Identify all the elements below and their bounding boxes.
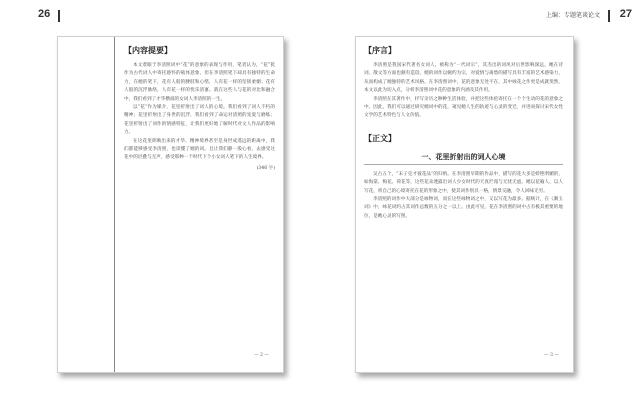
right-corner-bar [608, 10, 610, 22]
preface-heading: 【序言】 [364, 45, 396, 55]
abstract-paragraph: 以“花”作为媒介，花里折射出了词人的心境。我们看到了词人不朽的精神；花里折射出了身世的沉浮，我们看到了命运对清照的宠爱与磨练；花里折射出了词作的情感特征，让我们更好地了解时代对文人作品的影响力。 [124, 105, 275, 136]
abstract-paragraph: 在这花里朗映出来的才华、精神境界甚至是身世成遥远的距离中，我们都能够感受李清照，也读懂了她的词。且让我们静一般心看，去感受这花中的层叠与无声，感受那种一个时代下个小女词人笔下的人生境界。 [124, 138, 275, 161]
running-title: 上编：专题笔谈论文 [545, 13, 600, 19]
char-count: (346 字) [256, 165, 275, 171]
left-corner-bar [58, 10, 60, 22]
abstract-paragraph: 本文着眼于李清照词中“花”的意象的表现与作用，笔者认为，“花”犹作为古代词人中寄托感怀的载体意象，但在李清照笔下却具有独特的生命力，在她的笔下，花有人般的腰肢和心绪，人有花一样的坚韧柔媚；花有人般的沉浮脉络，人有花一样的忧乐清寥。就在这些人与花的对比和融合中，我们看到了才华横溢的女词人李清照的一生。 [124, 63, 275, 102]
preface-paragraph: 李清照在其著作中，抒写亲历之种种生活体验，并把这些体验寄托在一个个生动的花的意象之中。因此，我们可以通过研究她词中的花，窥见她人生的轨迹与心灵的变迁，并进而探讨宋代女性文学的艺术特色与人文价值。 [364, 96, 563, 119]
chapter-title: 一、花里折射出的词人心境 [421, 151, 506, 161]
body-paragraph: 吴古五个，“末子克才彼花品”的归纳。在李清照早期的作品中，描写的花大多是娇艳明媚的，如海棠、梅花、荷花等，这些花朵透露出词人少女时代的天真烂漫与无忧无虑。她以花喻人、以人写花，将自己的心境寄托在花的形象之中，使其词作别具一格，情景交融，令人回味无穷。 [364, 171, 563, 194]
chapter-rule [364, 164, 563, 165]
left-text-area [124, 43, 275, 173]
left-page-number: 26 [38, 8, 51, 20]
right-page [355, 36, 574, 373]
body-paragraph: 李清照的词作中大部分是咏物词，而在这些咏物词之中，又以写花为最多。据统计，在《漱玉词》中，咏花词约占其词作总数的五分之一以上。由此可见，花在李清照的词中占有极其重要的地位，是她心灵的写照。 [364, 197, 563, 219]
right-text-area [364, 43, 563, 221]
main-text-heading: 【正文】 [364, 132, 396, 143]
right-page-number: 27 [619, 8, 632, 20]
left-page [57, 36, 284, 373]
abstract-heading: 【内容提要】 [124, 45, 172, 55]
margin-rule [114, 37, 115, 372]
right-page-foot: — 3 — [543, 353, 559, 358]
left-page-foot: — 2 — [253, 353, 269, 358]
preface-paragraph: 李清照是我国宋代著名女词人，被称为“一代词宗”，其杰出的词风对后世影响深远。她在诗词、散文等方面也颇有造诣。她的词作以婉约为宗，对爱情与离愁的描写具有丰富的艺术感染力，从而构成了她独特的艺术风格。在李清照词中，花的意象无处不在，其中咏花之作更是成就斐然，本文以此为切入点，分析李清照词中花的意象的内涵及其作用。 [364, 63, 563, 94]
